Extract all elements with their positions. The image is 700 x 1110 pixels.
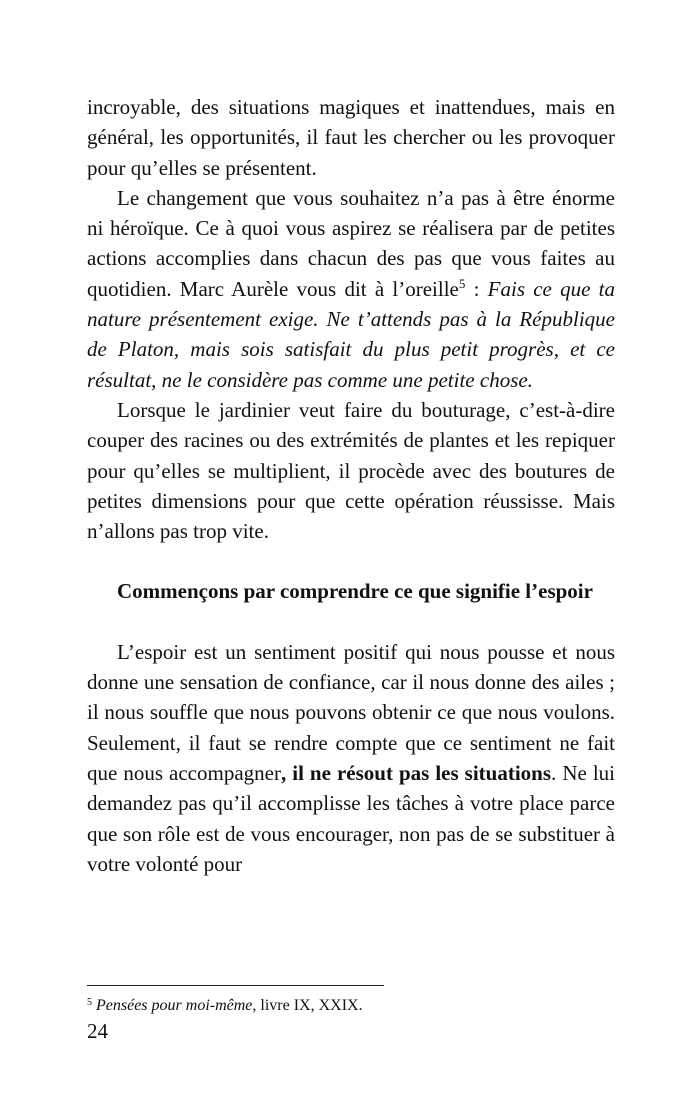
paragraph-4-bold: , il ne résout pas les situations [280, 760, 552, 785]
footnote-rest: , livre IX, XXIX. [252, 997, 363, 1014]
footnote [87, 996, 363, 1016]
paragraph-2-text: Le changement que vous souhaitez n’a pas à être énorme ni héroïque. Ce à quoi vous aspirez se réalisera par de petites actions accomplies dans chacun des pas que vous faites au quotidien. Marc Aurèle vous dit à l’oreille [87, 185, 615, 301]
paragraph-3: Lorsque le jardinier veut faire du bouturage, c’est-à-dire couper des racines ou des extrémités de plantes et les repiquer pour qu’elles se multiplient, il procède avec des boutures de petites dimensions pour que cette opération réussisse. Mais n’allons pas trop vite. [87, 397, 615, 544]
footnote-reference[interactable]: 5 [458, 275, 466, 291]
paragraph-4-text: L’espoir est un sentiment positif qui nous pousse et nous donne une sensation de confiance, car il nous donne des ailes ; il nous souffle que nous pouvons obtenir ce que nous voulons. Seulement, il faut se rendre compte que ce sentiment ne fait que nous accompagner [87, 639, 615, 785]
page-body [87, 92, 615, 879]
page-number: 24 [87, 1019, 108, 1043]
footnote-number: 5 [87, 997, 92, 1008]
paragraph-2 [87, 183, 615, 395]
paragraph-1: incroyable, des situations magiques et inattendues, mais en général, les opportunités, il faut les chercher ou les provoquer pour qu’elles se présentent. [87, 95, 615, 180]
footnote-divider [87, 985, 384, 986]
paragraph-4-tail: . Ne lui demandez pas qu’il accomplisse les tâches à votre place parce que son rôle est de vous encourager, non pas de se substituer à votre volonté pour [87, 760, 615, 876]
paragraph-4 [87, 637, 615, 879]
footnote-title: Pensées pour moi-même [96, 997, 253, 1014]
marcus-aurelius-quote: Fais ce que ta nature présentement exige. Ne t’attends pas à la République de Platon, mais sois satisfait du plus petit progrès, et ce résultat, ne le considère pas comme une petite chose. [87, 276, 615, 392]
paragraph-2-colon: : [465, 276, 480, 301]
section-heading: Commençons par comprendre ce que signifie l’espoir [117, 579, 593, 604]
